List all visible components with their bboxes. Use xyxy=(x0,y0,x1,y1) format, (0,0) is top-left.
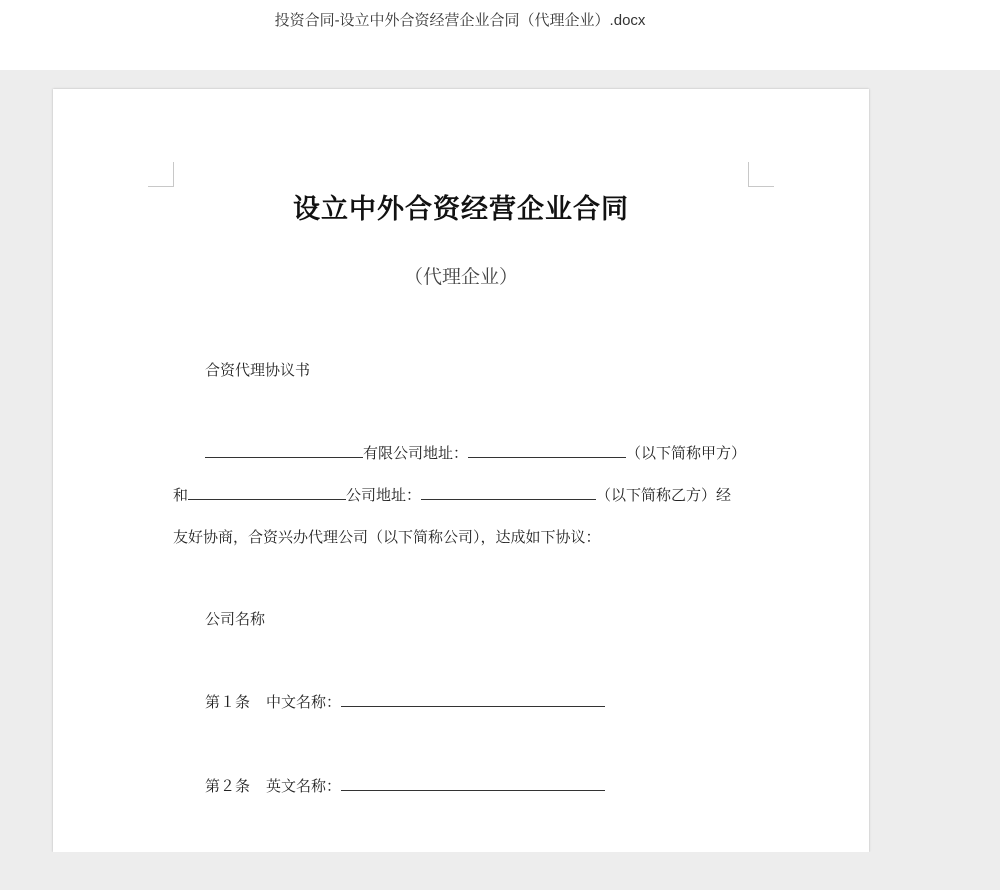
party-a-text: 有限公司地址： xyxy=(363,444,469,462)
chinese-name-blank xyxy=(341,692,605,707)
party-a-address-blank xyxy=(468,443,626,458)
party-b-address-blank xyxy=(421,485,596,500)
party-a-line xyxy=(205,442,746,463)
article-1-label: 中文名称： xyxy=(266,693,342,711)
company-name-heading: 公司名称 xyxy=(205,610,266,628)
document-title: 设立中外合资经营企业合同 xyxy=(293,194,629,225)
section-heading: 合资代理协议书 xyxy=(205,361,311,379)
party-a-name-blank xyxy=(205,443,363,458)
english-name-blank xyxy=(341,776,605,791)
document-subtitle: （代理企业） xyxy=(403,266,518,288)
document-page xyxy=(53,89,869,852)
agreement-text: 友好协商，合资兴办代理公司（以下简称公司），达成如下协议： xyxy=(173,528,601,546)
party-a-suffix: （以下简称甲方） xyxy=(626,444,747,462)
party-b-prefix: 和 xyxy=(173,486,189,504)
document-filename: 投资合同-设立中外合资经营企业合同（代理企业）.docx xyxy=(274,12,646,29)
title-bar xyxy=(0,0,1000,70)
article-1-number: 第１条 xyxy=(205,693,251,711)
viewer-bottom-bar xyxy=(0,852,1000,890)
margin-marker-top-right xyxy=(748,162,774,187)
party-b-suffix: （以下简称乙方）经 xyxy=(596,486,732,504)
party-b-text: 公司地址： xyxy=(346,486,422,504)
party-b-name-blank xyxy=(188,485,346,500)
party-b-line xyxy=(173,484,731,505)
margin-marker-top-left xyxy=(148,162,174,187)
article-2-label: 英文名称： xyxy=(266,777,342,795)
article-2-number: 第２条 xyxy=(205,777,251,795)
article-1-line xyxy=(205,691,605,712)
article-2-line xyxy=(205,775,605,796)
